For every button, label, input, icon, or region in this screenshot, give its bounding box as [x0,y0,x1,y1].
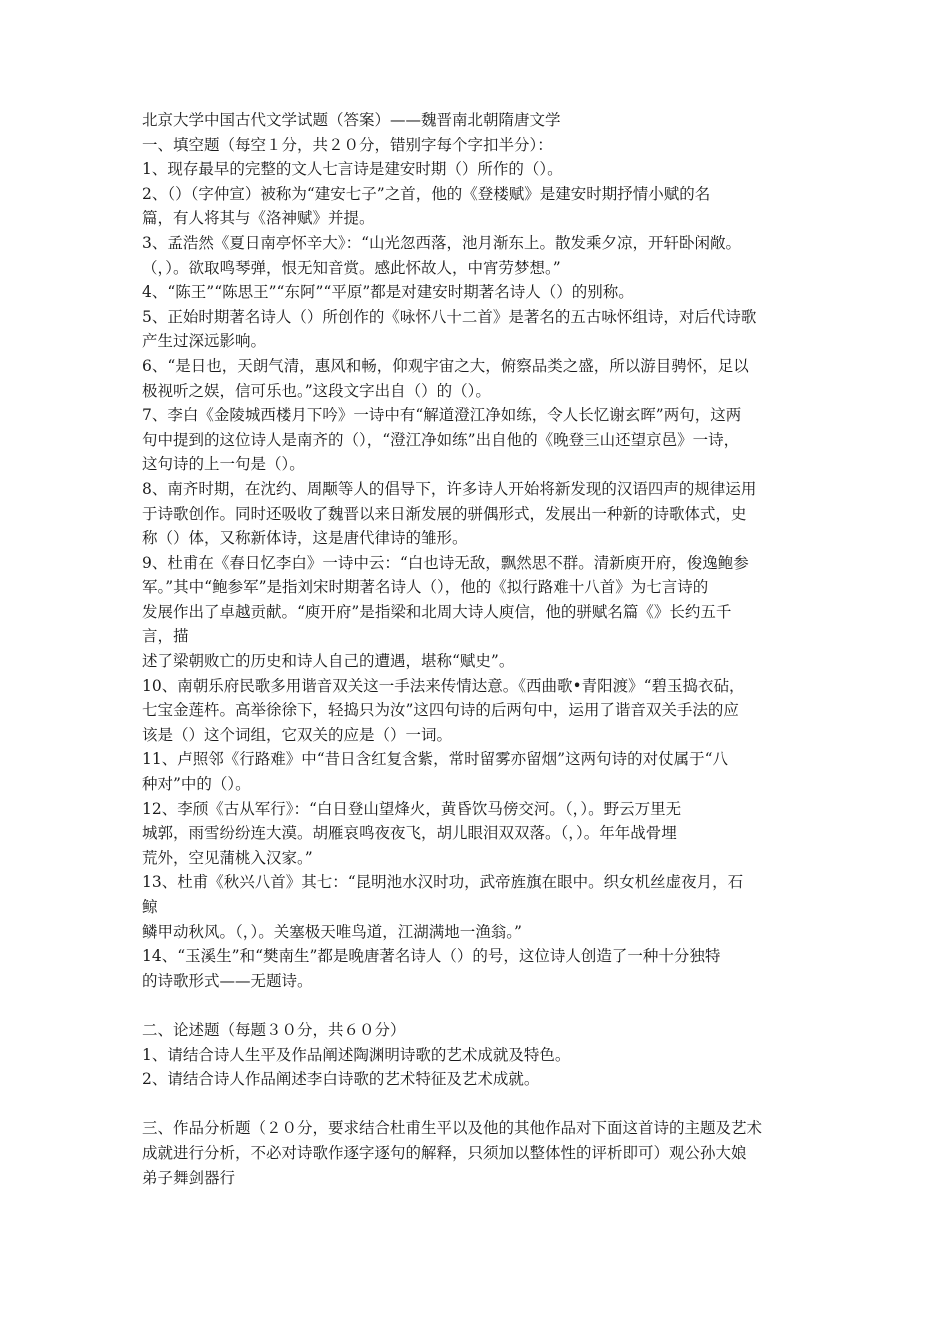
text-line: 荒外，空见蒲桃入汉家。” [142,848,313,867]
text-line: 称（）体，又称新体诗，这是唐代律诗的雏形。 [142,529,468,548]
section-heading: 一、填空题（每空１分，共２０分，错别字每个字扣半分）： [142,135,553,154]
text-line: 发展作出了卓越贡献。“庾开府”是指梁和北周大诗人庾信，他的骈赋名篇《》长约五千 [142,602,732,621]
text-line: 这句诗的上一句是（）。 [142,455,305,474]
text-line: 9、杜甫在《春日忆李白》一诗中云：“白也诗无敌，飘然思不群。清新庾开府，俊逸鲍参 [142,553,749,572]
text-line: 7、李白《金陵城西楼月下吟》一诗中有“解道澄江净如练，令人长忆谢玄晖”两句，这两 [142,406,742,425]
text-line: 成就进行分析，不必对诗歌作逐字逐句的解释，只须加以整体性的评析即可）观公孙大娘 [142,1143,747,1162]
text-line: 2、（）（字仲宣）被称为“建安七子”之首，他的《登楼赋》是建安时期抒情小赋的名 [142,184,711,203]
text-line: 3、孟浩然《夏日南亭怀辛大》：“山光忽西落，池月渐东上。散发乘夕凉，开轩卧闲敞。 [142,233,742,252]
document-title: 北京大学中国古代文学试题（答案）——魏晋南北朝隋唐文学 [142,111,561,129]
text-line: 12、李颀《古从军行》：“白日登山望烽火，黄昏饮马傍交河。（，）。野云万里无 [142,799,682,818]
text-line: 11、卢照邻《行路难》中“昔日含红复含紫，常时留雾亦留烟”这两句诗的对仗属于“八 [142,750,728,769]
section-spacer [142,993,824,1018]
text-line: 七宝金莲杵。高举徐徐下，轻捣只为汝”这四句诗的后两句中，运用了谐音双关手法的应 [142,701,739,720]
section-spacer [142,1092,824,1117]
document-body [142,108,824,1190]
text-line: 言，描 [142,627,189,646]
text-line: 产生过深远影响。 [142,332,267,351]
text-line: 篇，有人将其与《洛神赋》并提。 [142,209,375,228]
text-line: 鳞甲动秋风。（，）。关塞极天唯鸟道，江湖满地一渔翁。” [142,922,522,941]
section-heading: 三、作品分析题（２０分，要求结合杜甫生平以及他的其他作品对下面这首诗的主题及艺术 [142,1119,763,1138]
text-line: 城郭，雨雪纷纷连大漠。胡雁哀鸣夜夜飞，胡儿眼泪双双落。（，）。年年战骨埋 [142,824,677,843]
text-line: 句中提到的这位诗人是南齐的（），“澄江净如练”出自他的《晚登三山还望京邑》一诗， [142,430,740,449]
text-line: 5、正始时期著名诗人（）所创作的《咏怀八十二首》是著名的五古咏怀组诗，对后代诗歌 [142,307,757,326]
text-line: 于诗歌创作。同时还吸收了魏晋以来日渐发展的骈偶形式，发展出一种新的诗歌体式，史 [142,504,747,523]
text-line: 14、“玉溪生”和“樊南生”都是晚唐著名诗人（）的号，这位诗人创造了一种十分独特 [142,947,721,966]
text-line: 种对”中的（）。 [142,775,251,794]
text-line: 1、现存最早的完整的文人七言诗是建安时期（）所作的（）。 [142,160,563,179]
text-line: 2、请结合诗人作品阐述李白诗歌的艺术特征及艺术成就。 [142,1070,540,1089]
text-line: 极视听之娱，信可乐也。”这段文字出自（）的（）。 [142,381,491,400]
text-line: 鲸 [142,898,158,916]
text-line: 该是（）这个词组，它双关的应是（）一词。 [142,725,453,744]
section-heading: 二、论述题（每题３０分，共６０分） [142,1020,406,1039]
text-line: 6、“是日也，天朗气清，惠风和畅，仰观宇宙之大，俯察品类之盛，所以游目骋怀，足以 [142,356,749,375]
text-line: 的诗歌形式——无题诗。 [142,971,313,990]
text-line: 军。”其中“鲍参军”是指刘宋时期著名诗人（），他的《拟行路难十八首》为七言诗的 [142,578,709,597]
text-line: 8、南齐时期，在沈约、周颙等人的倡导下，许多诗人开始将新发现的汉语四声的规律运用 [142,479,757,498]
text-line: 1、请结合诗人生平及作品阐述陶渊明诗歌的艺术成就及特色。 [142,1045,571,1064]
text-line: （，）。欲取鸣琴弹，恨无知音赏。感此怀故人，中宵劳梦想。” [142,258,561,277]
text-line: 述了梁朝败亡的历史和诗人自己的遭遇，堪称“赋史”。 [142,652,515,671]
text-line: 13、杜甫《秋兴八首》其七：“昆明池水汉时功，武帝旌旗在眼中。织女机丝虚夜月，石 [142,873,744,892]
text-line: 4、“陈王”“陈思王”“东阿”“平原”都是对建安时期著名诗人（）的别称。 [142,283,634,302]
text-line: 弟子舞剑器行 [142,1168,236,1187]
text-line: 10、南朝乐府民歌多用谐音双关这一手法来传情达意。《西曲歌•青阳渡》“碧玉捣衣砧， [142,676,745,695]
